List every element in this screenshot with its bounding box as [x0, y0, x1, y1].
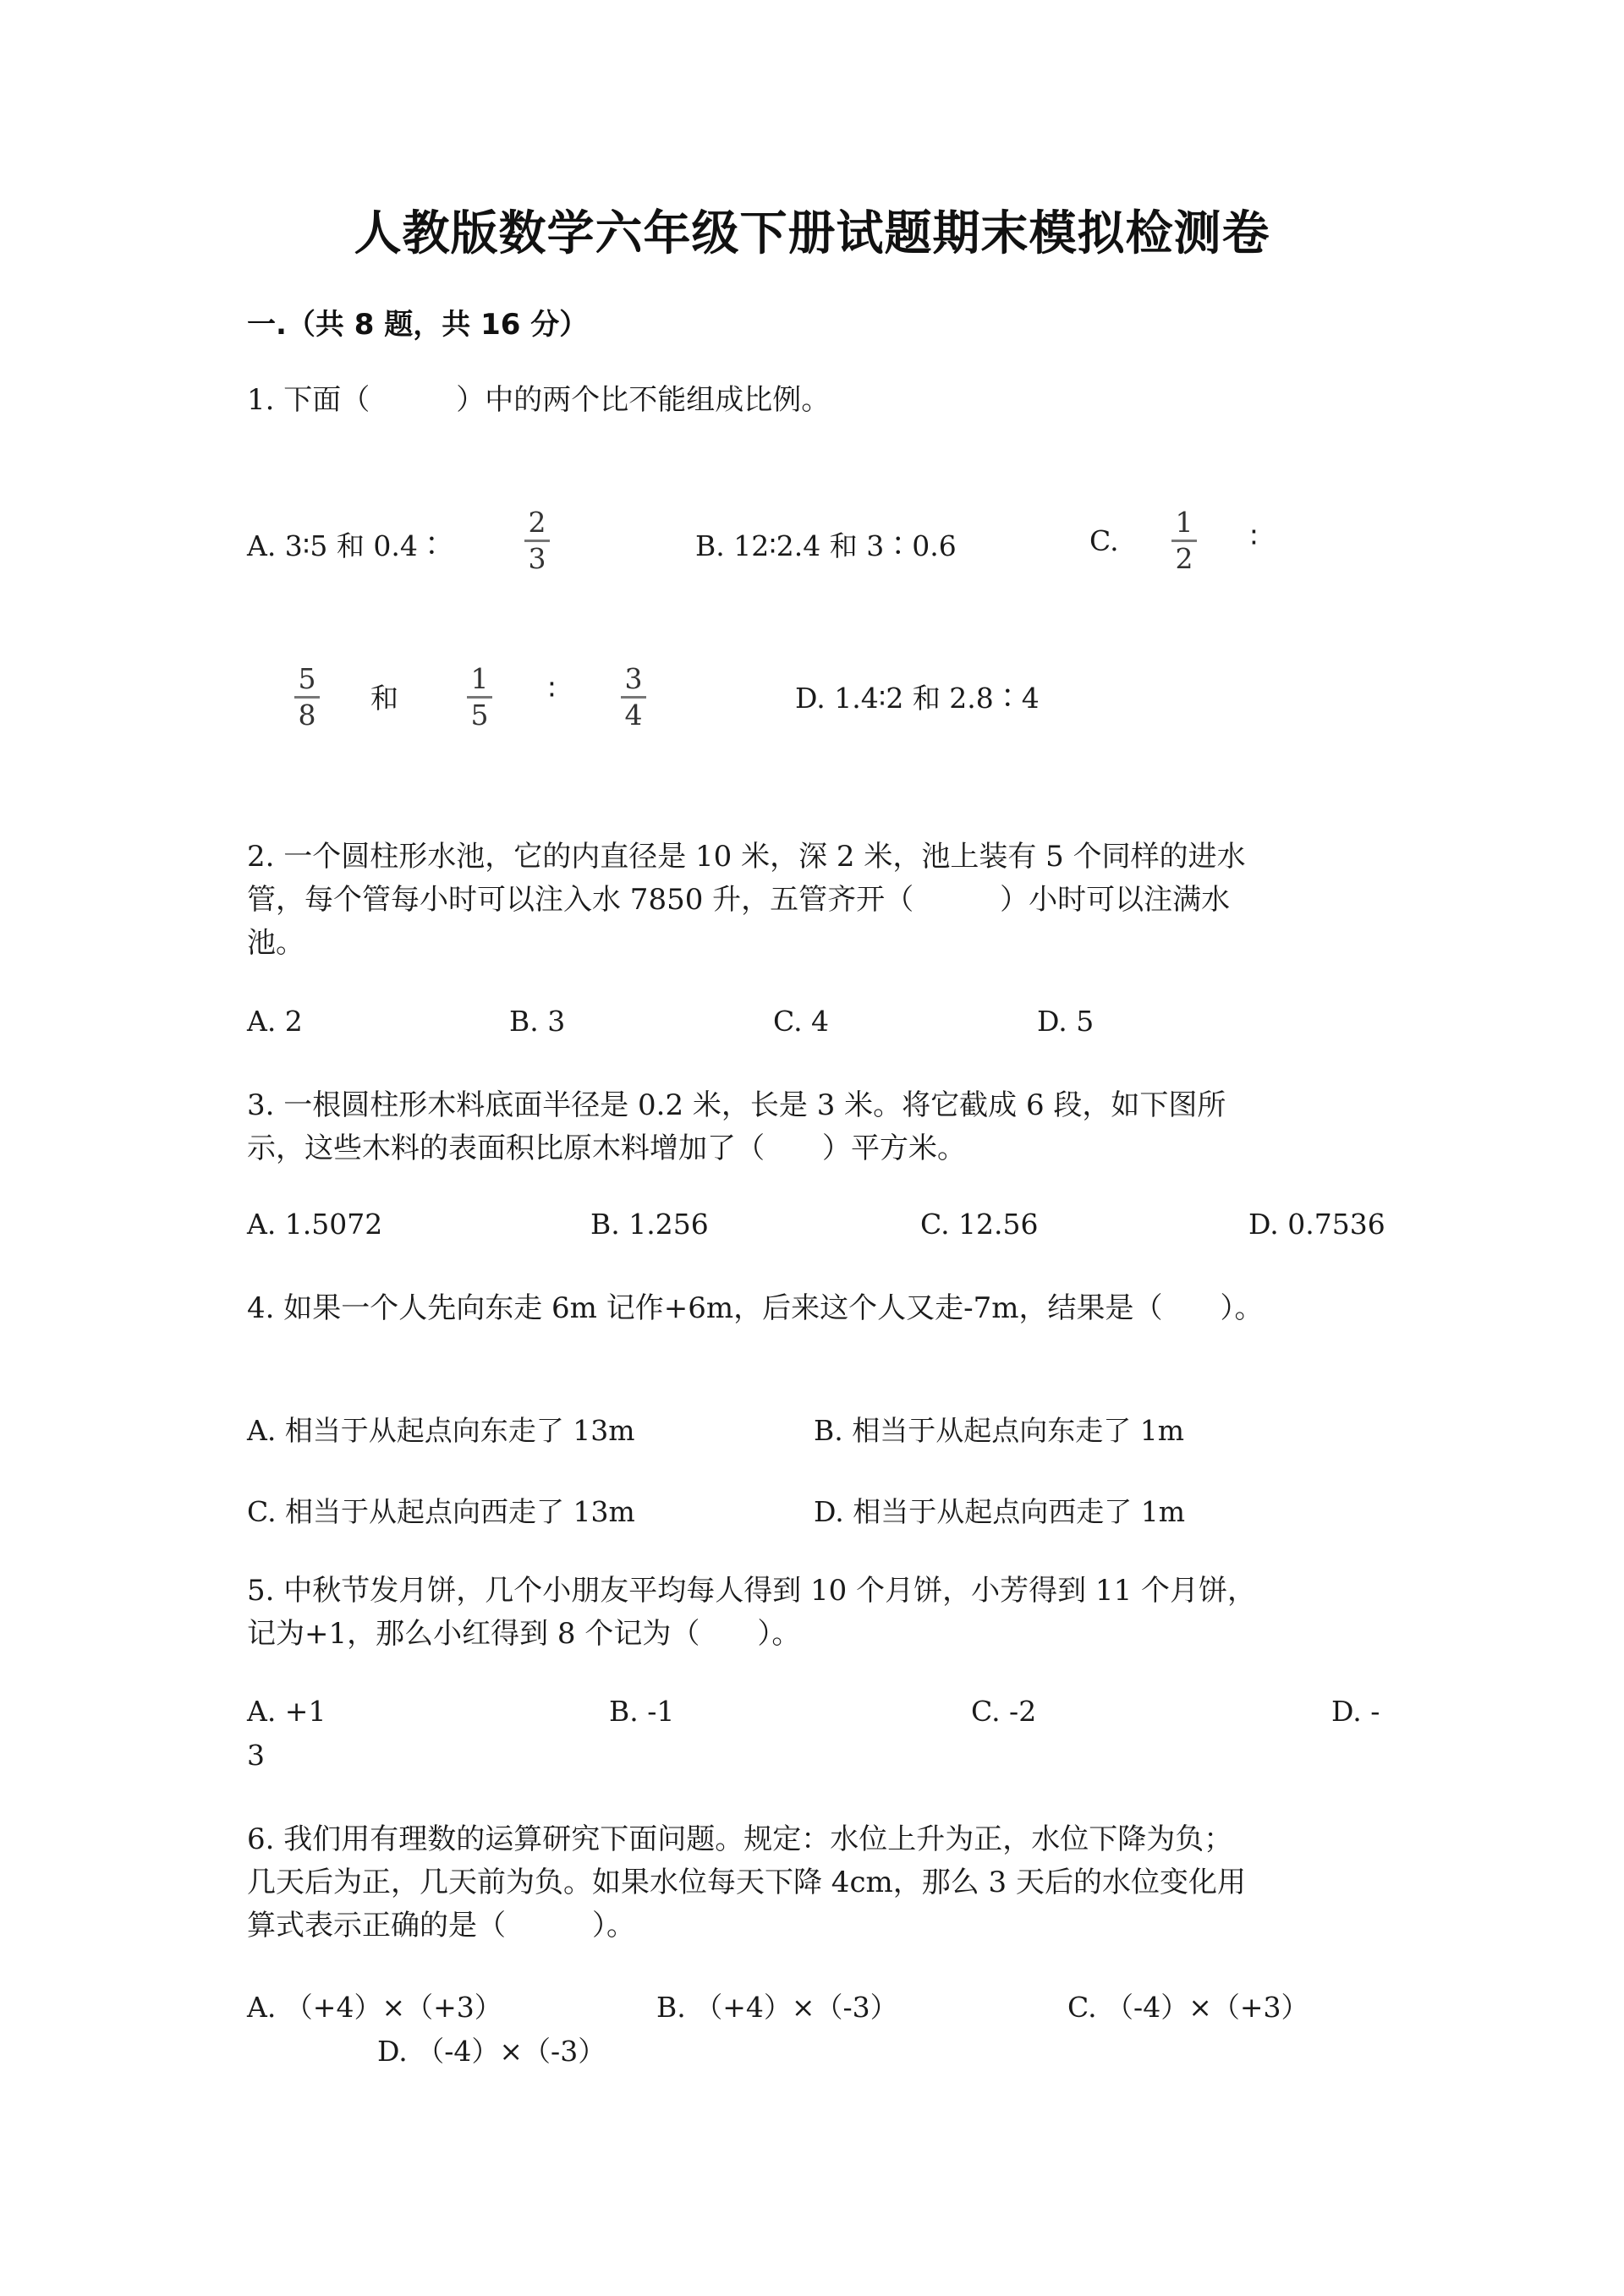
- question-4-text: 4. 如果一个人先向东走 6m 记作+6m，后来这个人又走-7m，结果是（ ）。: [247, 1291, 1264, 1325]
- q3-option-c: C. 12.56: [920, 1208, 1039, 1241]
- fraction-denominator: 3: [528, 542, 546, 575]
- q1-option-c-colon-2: ∶: [548, 673, 556, 707]
- q4-option-c: C. 相当于从起点向西走了 13m: [247, 1495, 635, 1528]
- q6-option-b: B. （+4）×（-3）: [656, 1991, 898, 2024]
- question-3-line-2: 示，这些木料的表面积比原木料增加了（ ）平方米。: [247, 1132, 966, 1165]
- q1-option-c-label: C.: [1089, 524, 1119, 557]
- question-2-line-3: 池。: [247, 926, 304, 960]
- q1-option-a: [247, 524, 446, 564]
- q3-option-a: A. 1.5072: [247, 1208, 383, 1241]
- question-3-line-1: 3. 一根圆柱形木料底面半径是 0.2 米，长是 3 米。将它截成 6 段，如下图所: [247, 1088, 1226, 1122]
- question-2-line-2: 管，每个管每小时可以注入水 7850 升，五管齐开（ ）小时可以注满水: [247, 883, 1231, 917]
- q2-option-d: D. 5: [1037, 1005, 1095, 1038]
- section-heading: 一.（共 8 题，共 16 分）: [247, 308, 589, 342]
- page-title: 人教版数学六年级下册试题期末模拟检测卷: [354, 206, 1270, 261]
- question-5-line-1: 5. 中秋节发月饼，几个小朋友平均每人得到 10 个月饼，小芳得到 11 个月饼，: [247, 1574, 1257, 1608]
- q1-option-c-colon-1: ∶: [1250, 521, 1258, 555]
- fraction-numerator: 5: [298, 662, 316, 695]
- q6-option-d: D. （-4）×（-3）: [377, 2035, 606, 2068]
- q6-option-c: C. （-4）×（+3）: [1067, 1991, 1309, 2024]
- q3-option-d: D. 0.7536: [1248, 1208, 1385, 1241]
- q5-option-c: C. -2: [971, 1695, 1037, 1728]
- q1-option-d: D. 1.4∶2 和 2.8∶4: [795, 682, 1040, 715]
- q4-option-b: B. 相当于从起点向东走了 1m: [814, 1414, 1185, 1447]
- question-6-line-1: 6. 我们用有理数的运算研究下面问题。规定：水位上升为正，水位下降为负；: [247, 1822, 1233, 1856]
- question-5-line-2: 记为+1，那么小红得到 8 个记为（ ）。: [247, 1617, 801, 1651]
- q1-option-c-fraction-4: [621, 664, 646, 731]
- q1-option-c-and: 和: [370, 682, 398, 715]
- fraction-numerator: 1: [470, 662, 489, 695]
- fraction-denominator: 2: [1175, 542, 1193, 575]
- q5-option-d: D. -: [1331, 1695, 1380, 1728]
- question-6-line-2: 几天后为正，几天前为负。如果水位每天下降 4cm，那么 3 天后的水位变化用: [247, 1866, 1246, 1899]
- q3-option-b: B. 1.256: [590, 1208, 709, 1241]
- q6-option-a: A. （+4）×（+3）: [247, 1991, 502, 2024]
- q1-option-c-fraction-3: [467, 664, 492, 731]
- q5-option-b: B. -1: [609, 1695, 675, 1728]
- q1-option-c-fraction-2: [294, 664, 320, 731]
- q2-option-c: C. 4: [773, 1005, 830, 1038]
- fraction-denominator: 4: [624, 699, 643, 732]
- question-6-line-3: 算式表示正确的是（ ）。: [247, 1909, 635, 1943]
- q2-option-a: A. 2: [247, 1005, 303, 1038]
- fraction-numerator: 2: [528, 506, 546, 539]
- question-2-line-1: 2. 一个圆柱形水池，它的内直径是 10 米，深 2 米，池上装有 5 个同样的进水: [247, 840, 1246, 874]
- q5-option-d-wrap: 3: [247, 1739, 265, 1772]
- q5-option-a: A. +1: [247, 1695, 326, 1728]
- q4-option-d: D. 相当于从起点向西走了 1m: [814, 1495, 1186, 1528]
- q2-option-b: B. 3: [509, 1005, 566, 1038]
- fraction-denominator: 5: [470, 699, 489, 732]
- fraction-numerator: 1: [1175, 506, 1193, 539]
- q1-option-c-fraction-1: [1171, 507, 1197, 574]
- q1-option-b: B. 12∶2.4 和 3∶0.6: [695, 529, 957, 562]
- q1-option-a-fraction: [524, 507, 550, 574]
- q4-option-a: A. 相当于从起点向东走了 13m: [247, 1414, 635, 1447]
- fraction-denominator: 8: [298, 699, 316, 732]
- q1-option-a-label: A. 3∶5 和 0.4∶: [247, 529, 446, 562]
- question-1-text: 1. 下面（ ）中的两个比不能组成比例。: [247, 383, 831, 417]
- fraction-numerator: 3: [624, 662, 643, 695]
